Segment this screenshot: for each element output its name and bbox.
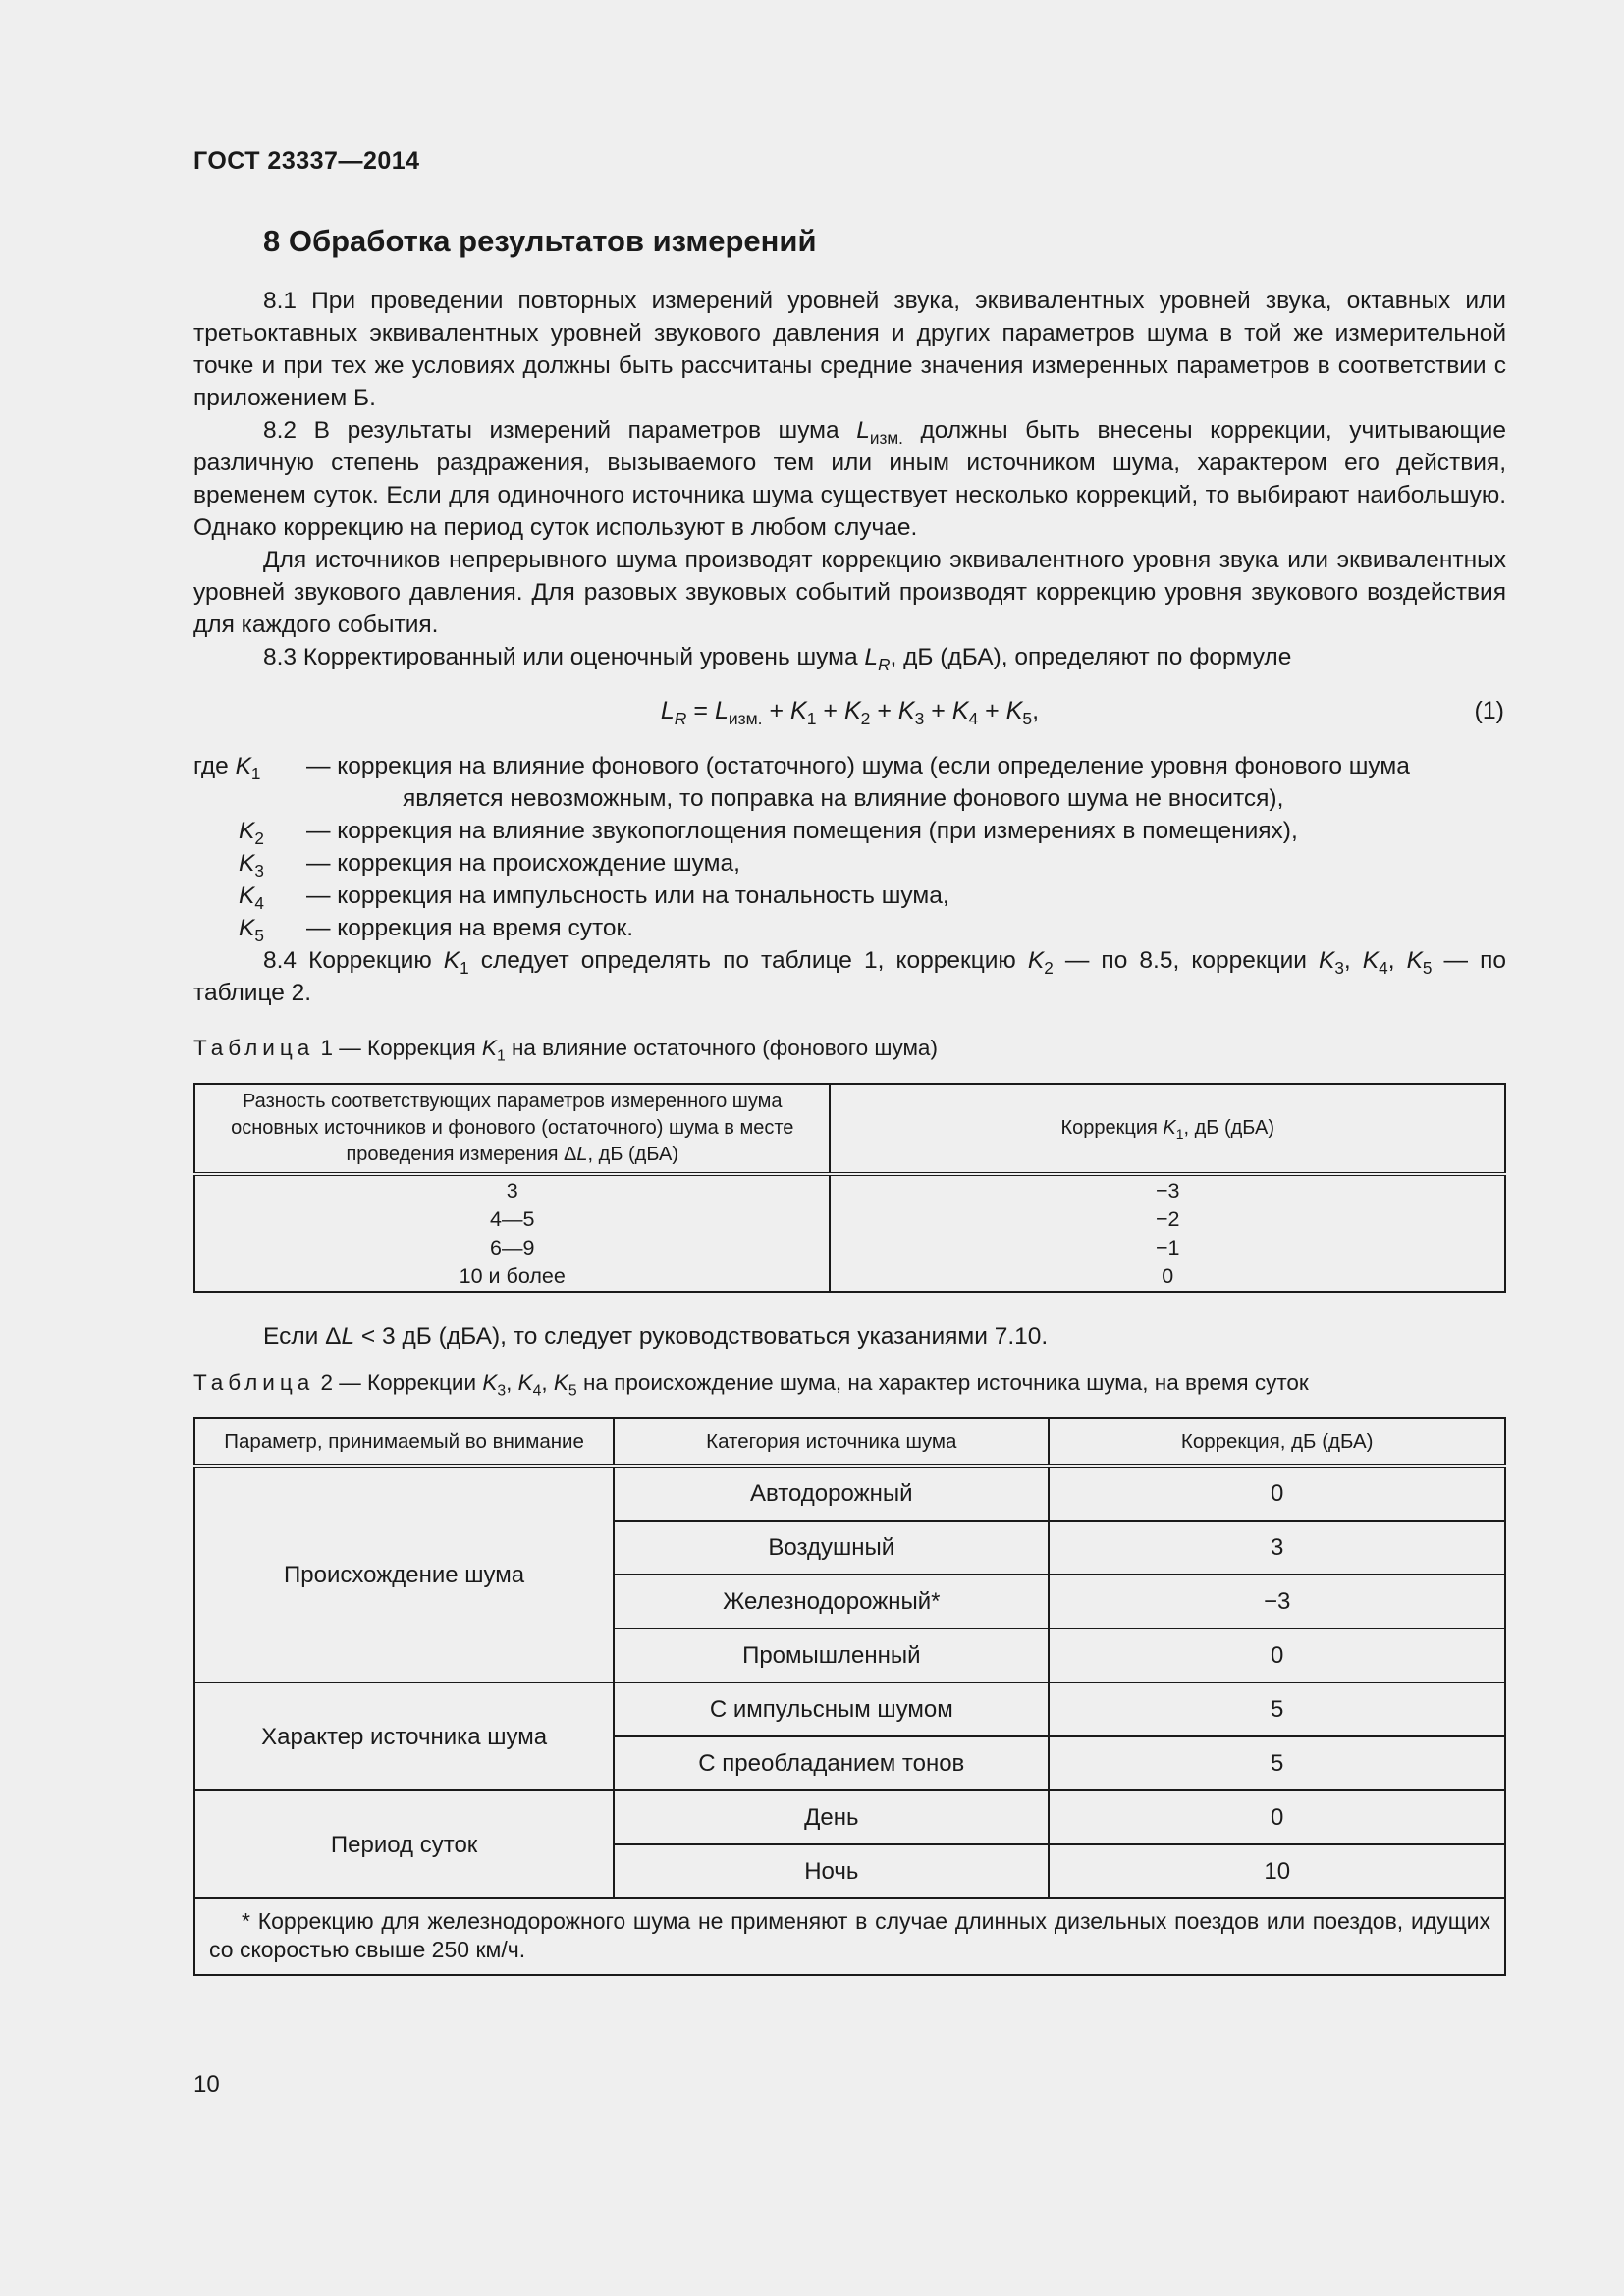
table-row: 3 −3 [194, 1174, 1505, 1205]
legend-item-k3: $K_3$ — коррекция на происхождение шума, [239, 850, 740, 881]
table-row: Ночь 10 [194, 1844, 1505, 1898]
table-row: Воздушный 3 [194, 1521, 1505, 1575]
legend-item-k4: $K_4$ — коррекция на импульсность или на тональность шума, [239, 882, 949, 913]
table-2-footnote: * Коррекцию для железнодорожного шума не применяют в случае длинных дизельных поездов или поездов, идущих со скоростью свыше 250 км/ч. [194, 1898, 1505, 1975]
group-parameter: Происхождение шума [194, 1466, 614, 1682]
table-2-footnote-row [194, 1898, 1505, 1975]
page-number: 10 [193, 2071, 220, 2098]
paragraph-8-3: 8.3 Корректированный или оценочный уровень шума $L_R$, дБ (дБА), определяют по формуле [263, 644, 1292, 674]
table-1-header-correction: Коррекция $K_1$, дБ (дБА) [830, 1084, 1505, 1174]
group-parameter: Период суток [194, 1790, 614, 1898]
table-row: Период суток День 0 [194, 1790, 1505, 1844]
paragraph-8-4: 8.4 Коррекцию $K_1$ следует определять по таблице 1, коррекцию $K_2$ — по 8.5, коррекции $K_3$, $K_4$, $K_5$ — по таблице 2. [193, 947, 1507, 1006]
table-row: 10 и более 0 [194, 1262, 1505, 1292]
table-row: 6—9 −1 [194, 1234, 1505, 1262]
formula-expression: $L_R = L_{изм.} + K_1 + K_2 + K_3 + K_4 + K_5$, [660, 697, 1040, 729]
section-title: 8 Обработка результатов измерений [263, 224, 817, 258]
table-1-header-difference: Разность соответствующих параметров измеренного шума основных источников и фонового (остаточного) шума в месте проведения измерения ΔL, дБ (дБА) [194, 1084, 830, 1174]
paragraph-8-2-continuous: Для источников непрерывного шума производят коррекцию эквивалентного уровня звука или эквивалентных уровней звукового давления. Для разовых звуковых событий производят коррекцию уровня звукового воздействия для каждого события. [193, 547, 1506, 638]
table-2 [193, 1417, 1506, 1976]
formula-1 [193, 673, 1506, 750]
table-row: Характер источника шума С импульсным шумом 5 [194, 1682, 1505, 1736]
legend-item-k1: где $K_1$ — коррекция на влияние фонового (остаточного) шума (если определение уровня фонового шума является невозможным, то поправка на влияние фонового шума не вносится), [193, 753, 1410, 812]
table-2-header-correction: Коррекция, дБ (дБА) [1049, 1418, 1505, 1466]
table-row: С преобладанием тонов 5 [194, 1736, 1505, 1790]
legend-item-k5: $K_5$ — коррекция на время суток. [239, 915, 634, 945]
table-row: Промышленный 0 [194, 1629, 1505, 1682]
table-1-caption: Таблица 1 — Коррекция $K_1$ на влияние остаточного (фонового шума) [193, 1036, 938, 1065]
table-2-header-parameter: Параметр, принимаемый во внимание [194, 1418, 614, 1466]
document-id: ГОСТ 23337—2014 [193, 147, 420, 175]
table-row: Железнодорожный* −3 [194, 1575, 1505, 1629]
group-parameter: Характер источника шума [194, 1682, 614, 1790]
table-1 [193, 1083, 1506, 1293]
table-2-caption: Таблица 2 — Коррекции $K_3$, $K_4$, $K_5$ на происхождение шума, на характер источника шума, на время суток [193, 1370, 1309, 1400]
paragraph-after-table-1: Если ΔL < 3 дБ (дБА), то следует руководствоваться указаниями 7.10. [263, 1323, 1049, 1350]
table-row: 4—5 −2 [194, 1205, 1505, 1234]
table-2-header-category: Категория источника шума [614, 1418, 1049, 1466]
paragraph-8-1: 8.1 При проведении повторных измерений уровней звука, эквивалентных уровней звука, октавных или третьоктавных эквивалентных уровней звукового давления и других параметров шума в той же измерительной точке и при тех же условиях должны быть рассчитаны средние значения измеренных параметров в соответствии с приложением Б. [193, 288, 1506, 411]
legend-item-k2: $K_2$ — коррекция на влияние звукопоглощения помещения (при измерениях в помещениях), [239, 818, 1298, 848]
document-body [193, 285, 1506, 1976]
formula-number: (1) [1474, 697, 1504, 724]
paragraph-8-2: 8.2 В результаты измерений параметров шума $L_{изм.}$ должны быть внесены коррекции, учитывающие различную степень раздражения, вызываемого тем или иным источником шума, характером его действия, временем суток. Если для одиночного источника шума существует несколько коррекций, то выбирают наибольшую. Однако коррекцию на период суток используют в любом случае. [193, 417, 1506, 541]
table-row: Происхождение шума Автодорожный 0 [194, 1466, 1505, 1521]
formula-legend [193, 750, 1506, 944]
